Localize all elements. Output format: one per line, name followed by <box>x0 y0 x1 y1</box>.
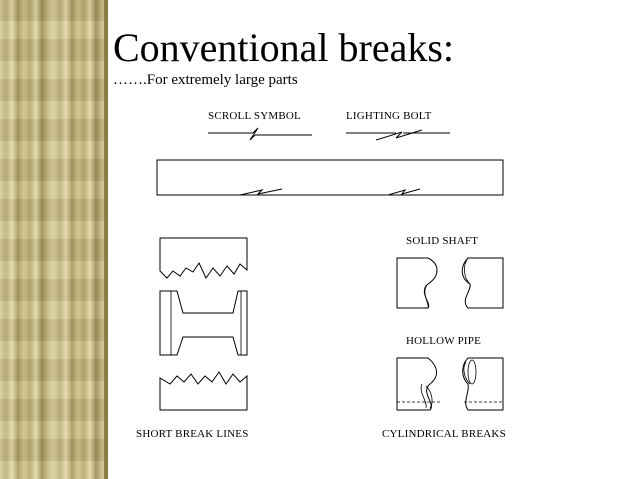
scroll-symbol-example <box>208 128 312 140</box>
long-part-with-breaks <box>157 160 503 195</box>
label-solid-shaft: SOLID SHAFT <box>406 235 479 247</box>
slide-subtitle: …….For extremely large parts <box>113 72 298 88</box>
lighting-bolt-example <box>346 130 450 140</box>
slide-title: Conventional breaks: <box>113 25 455 70</box>
hollow-pipe-left <box>397 358 440 410</box>
label-lighting-bolt: LIGHTING BOLT <box>346 110 432 122</box>
short-break-top-block <box>160 238 247 278</box>
label-cylindrical-breaks: CYLINDRICAL BREAKS <box>382 428 506 440</box>
hollow-pipe-right <box>463 358 503 410</box>
solid-shaft-right <box>462 258 503 308</box>
label-short-break-lines: SHORT BREAK LINES <box>136 428 249 440</box>
short-break-i-beam <box>160 291 247 355</box>
solid-shaft-left <box>397 258 437 308</box>
short-break-bottom-block <box>160 372 247 410</box>
label-scroll-symbol: SCROLL SYMBOL <box>208 110 301 122</box>
label-hollow-pipe: HOLLOW PIPE <box>406 335 482 347</box>
